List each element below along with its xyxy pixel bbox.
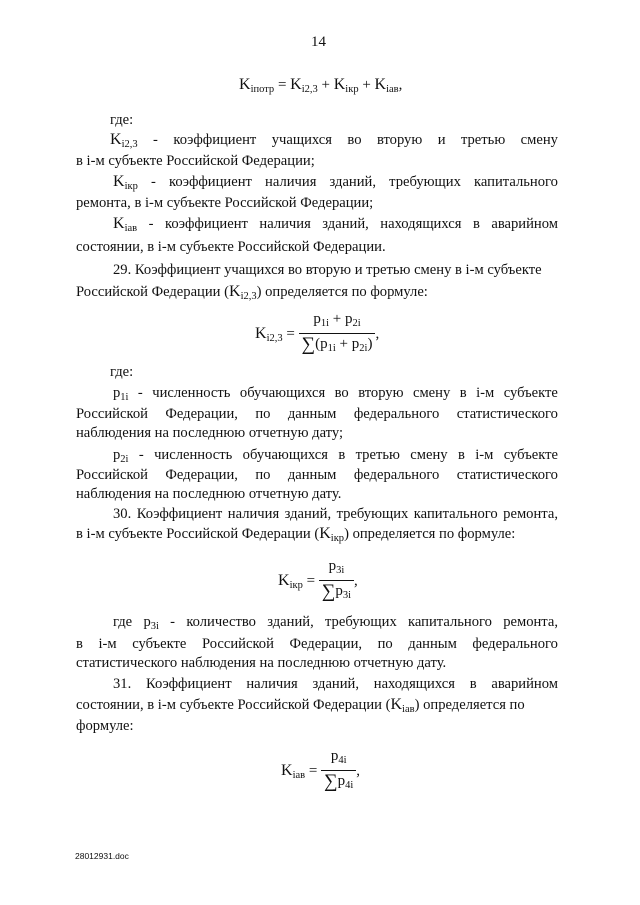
denominator: $\sum p_{3i}$ (321, 581, 352, 602)
paragraph-29-line2: Российской Федерации $(K_{i2,3})$ определяется по формуле: (76, 283, 428, 302)
definition-kav-line1: $K_{iав}$ - коэффициент наличия зданий, находящихся в аварийном (113, 215, 558, 234)
page-number: 14 (311, 34, 326, 50)
definition-p1-line2: Российской Федерации, по данным федерального статистического (76, 406, 558, 422)
fraction (319, 557, 354, 606)
definition-p2-line2: Российской Федерации, по данным федерального статистического (76, 467, 558, 483)
paragraph-30-line2: в i-м субъекте Российской Федерации $(K_{iкр})$ определяется по формуле: (76, 525, 516, 544)
formula-k23: $K_{i2,3}$ = $\frac{p_{1i} + p_{2i}}{\sum(p_{1i} + p_{2i})}$ , (255, 310, 379, 359)
definition-kkr-line1: $K_{iкр}$ - коэффициент наличия зданий, требующих капитального (113, 173, 558, 192)
formula-k-potr: $K_{iпотр} = K_{i2,3} + K_{iкр} + K_{iав}$, (239, 76, 403, 95)
definition-kkr-line2: ремонта, в i-м субъекте Российской Федерации; (76, 195, 374, 211)
fraction (321, 747, 356, 796)
paragraph-30-line1: 30. Коэффициент наличия зданий, требующих капитального ремонта, (113, 506, 558, 522)
definition-p2-line3: наблюдения на последнюю отчетную дату. (76, 486, 342, 502)
paragraph-31-line1: 31. Коэффициент наличия зданий, находящихся в аварийном (113, 676, 558, 692)
where-label: где: (110, 112, 134, 128)
definition-p2-line1: $p_{2i}$ - численность обучающихся в третью смену в i-м субъекте (113, 447, 558, 465)
definition-p3-line1: где $p_{3i}$ - количество зданий, требующих капитального ремонта, (113, 614, 558, 632)
numerator: $p_{3i}$ (319, 557, 354, 581)
definition-p3-line2: в i-м субъекте Российской Федерации, по данным федерального (76, 636, 558, 652)
footer-filename: 28012931.doc (75, 851, 129, 861)
definition-k23-line2: в i-м субъекте Российской Федерации; (76, 153, 315, 169)
definition-kav-line2: состоянии, в i-м субъекте Российской Федерации. (76, 239, 386, 255)
paragraph-29-line1: 29. Коэффициент учащихся во вторую и третью смену в i-м субъекте (113, 262, 542, 278)
formula-kav: $K_{iав}$ = $\frac{p_{4i}}{\sum p_{4i}}$ , (281, 747, 360, 796)
denominator: $\sum(p_{1i} + p_{2i})$ (301, 334, 373, 355)
formula-kkr: $K_{iкр}$ = $\frac{p_{3i}}{\sum p_{3i}}$ , (278, 557, 358, 606)
numerator: $p_{1i} + p_{2i}$ (299, 310, 376, 334)
definition-p3-line3: статистического наблюдения на последнюю отчетную дату. (76, 655, 447, 671)
denominator: $\sum p_{4i}$ (324, 771, 354, 792)
paragraph-31-line2: состоянии, в i-м субъекте Российской Федерации $(K_{iав})$ определяется по (76, 696, 525, 715)
numerator: $p_{4i}$ (321, 747, 356, 771)
definition-p1-line1: $p_{1i}$ - численность обучающихся во вторую смену в i-м субъекте (113, 385, 558, 403)
fraction (299, 310, 376, 359)
where-label: где: (110, 364, 134, 380)
paragraph-31-line3: формуле: (76, 718, 134, 734)
definition-p1-line3: наблюдения на последнюю отчетную дату; (76, 425, 344, 441)
definition-k23-line1: $K_{i2,3}$ - коэффициент учащихся во вторую и третью смену (110, 131, 558, 150)
